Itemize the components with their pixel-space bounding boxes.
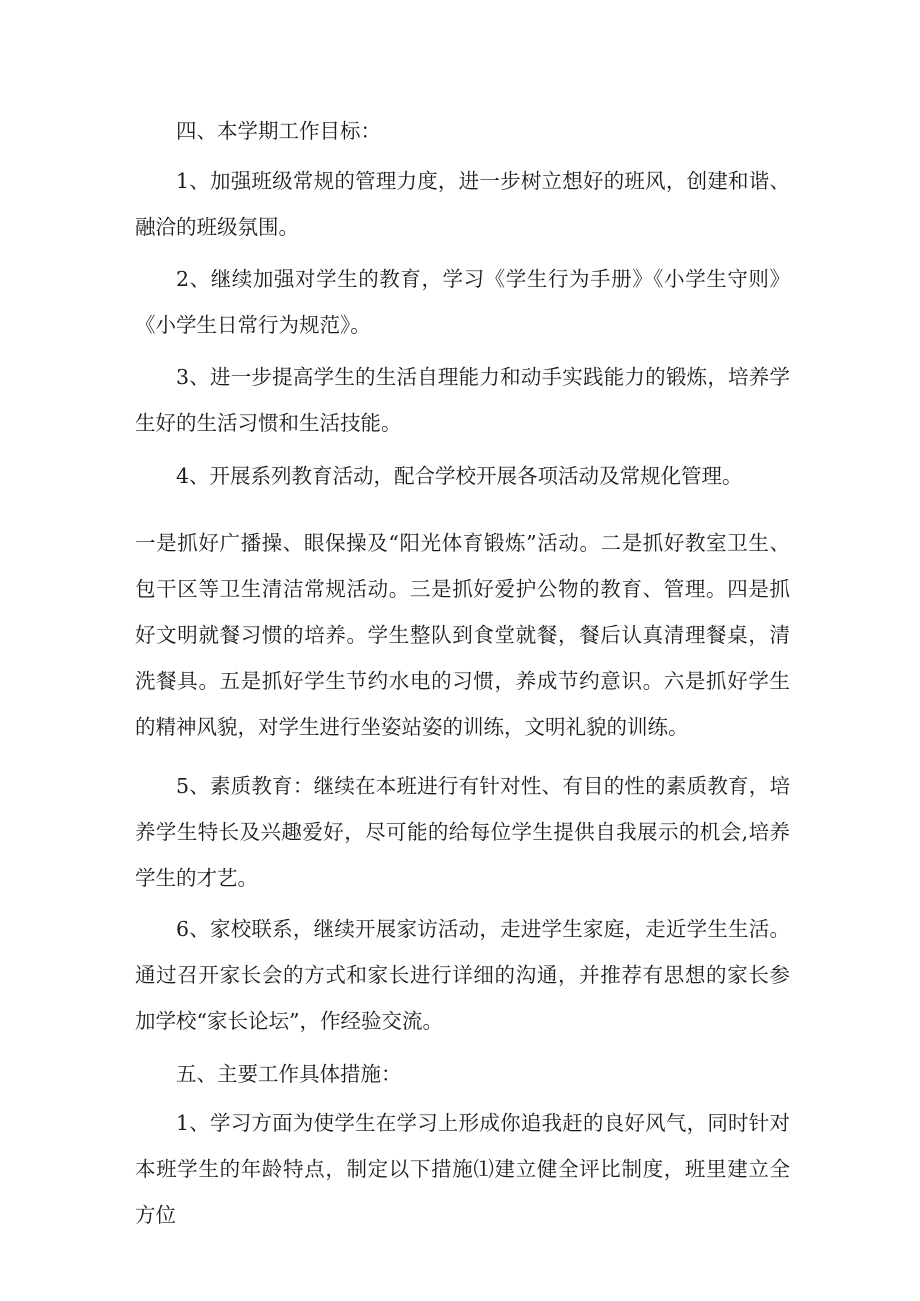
goal-item-6: 6、家校联系，继续开展家访活动，走进学生家庭，走近学生生活。通过召开家长会的方式和家长进行详细的沟通，并推荐有思想的家长参加学校“家长论坛”，作经验交流。 (135, 917, 790, 1033)
activities-paragraph: 一是抓好广播操、眼保操及“阳光体育锻炼”活动。二是抓好教室卫生、包干区等卫生清洁常规活动。三是抓好爱护公物的教育、管理。四是抓好文明就餐习惯的培养。学生整队到食堂就餐，餐后认真清理餐桌，清洗餐具。五是抓好学生节约水电的习惯，养成节约意识。六是抓好学生的精神风貌，对学生进行坐姿站姿的训练，文明礼貌的训练。 (135, 531, 790, 739)
section-heading-goals: 四、本学期工作目标： (176, 119, 381, 143)
goal-item-1: 1、加强班级常规的管理力度，进一步树立想好的班风，创建和谐、融洽的班级氛围。 (135, 169, 790, 239)
goal-item-5: 5、素质教育：继续在本班进行有针对性、有目的性的素质教育，培养学生特长及兴趣爱好，尽可能的给每位学生提供自我展示的机会,培养学生的才艺。 (135, 774, 790, 890)
goal-item-4: 4、开展系列教育活动，配合学校开展各项活动及常规化管理。 (176, 464, 743, 488)
section-heading-measures: 五、主要工作具体措施： (176, 1062, 402, 1086)
goal-item-3: 3、进一步提高学生的生活自理能力和动手实践能力的锻炼，培养学生好的生活习惯和生活技能。 (135, 365, 790, 435)
measure-item-1: 1、学习方面为使学生在学习上形成你追我赶的良好风气，同时针对本班学生的年龄特点，制定以下措施⑴建立健全评比制度，班里建立全方位 (135, 1111, 790, 1227)
goal-item-2: 2、继续加强对学生的教育，学习《学生行为手册》《小学生守则》《小学生日常行为规范》。 (135, 267, 790, 337)
